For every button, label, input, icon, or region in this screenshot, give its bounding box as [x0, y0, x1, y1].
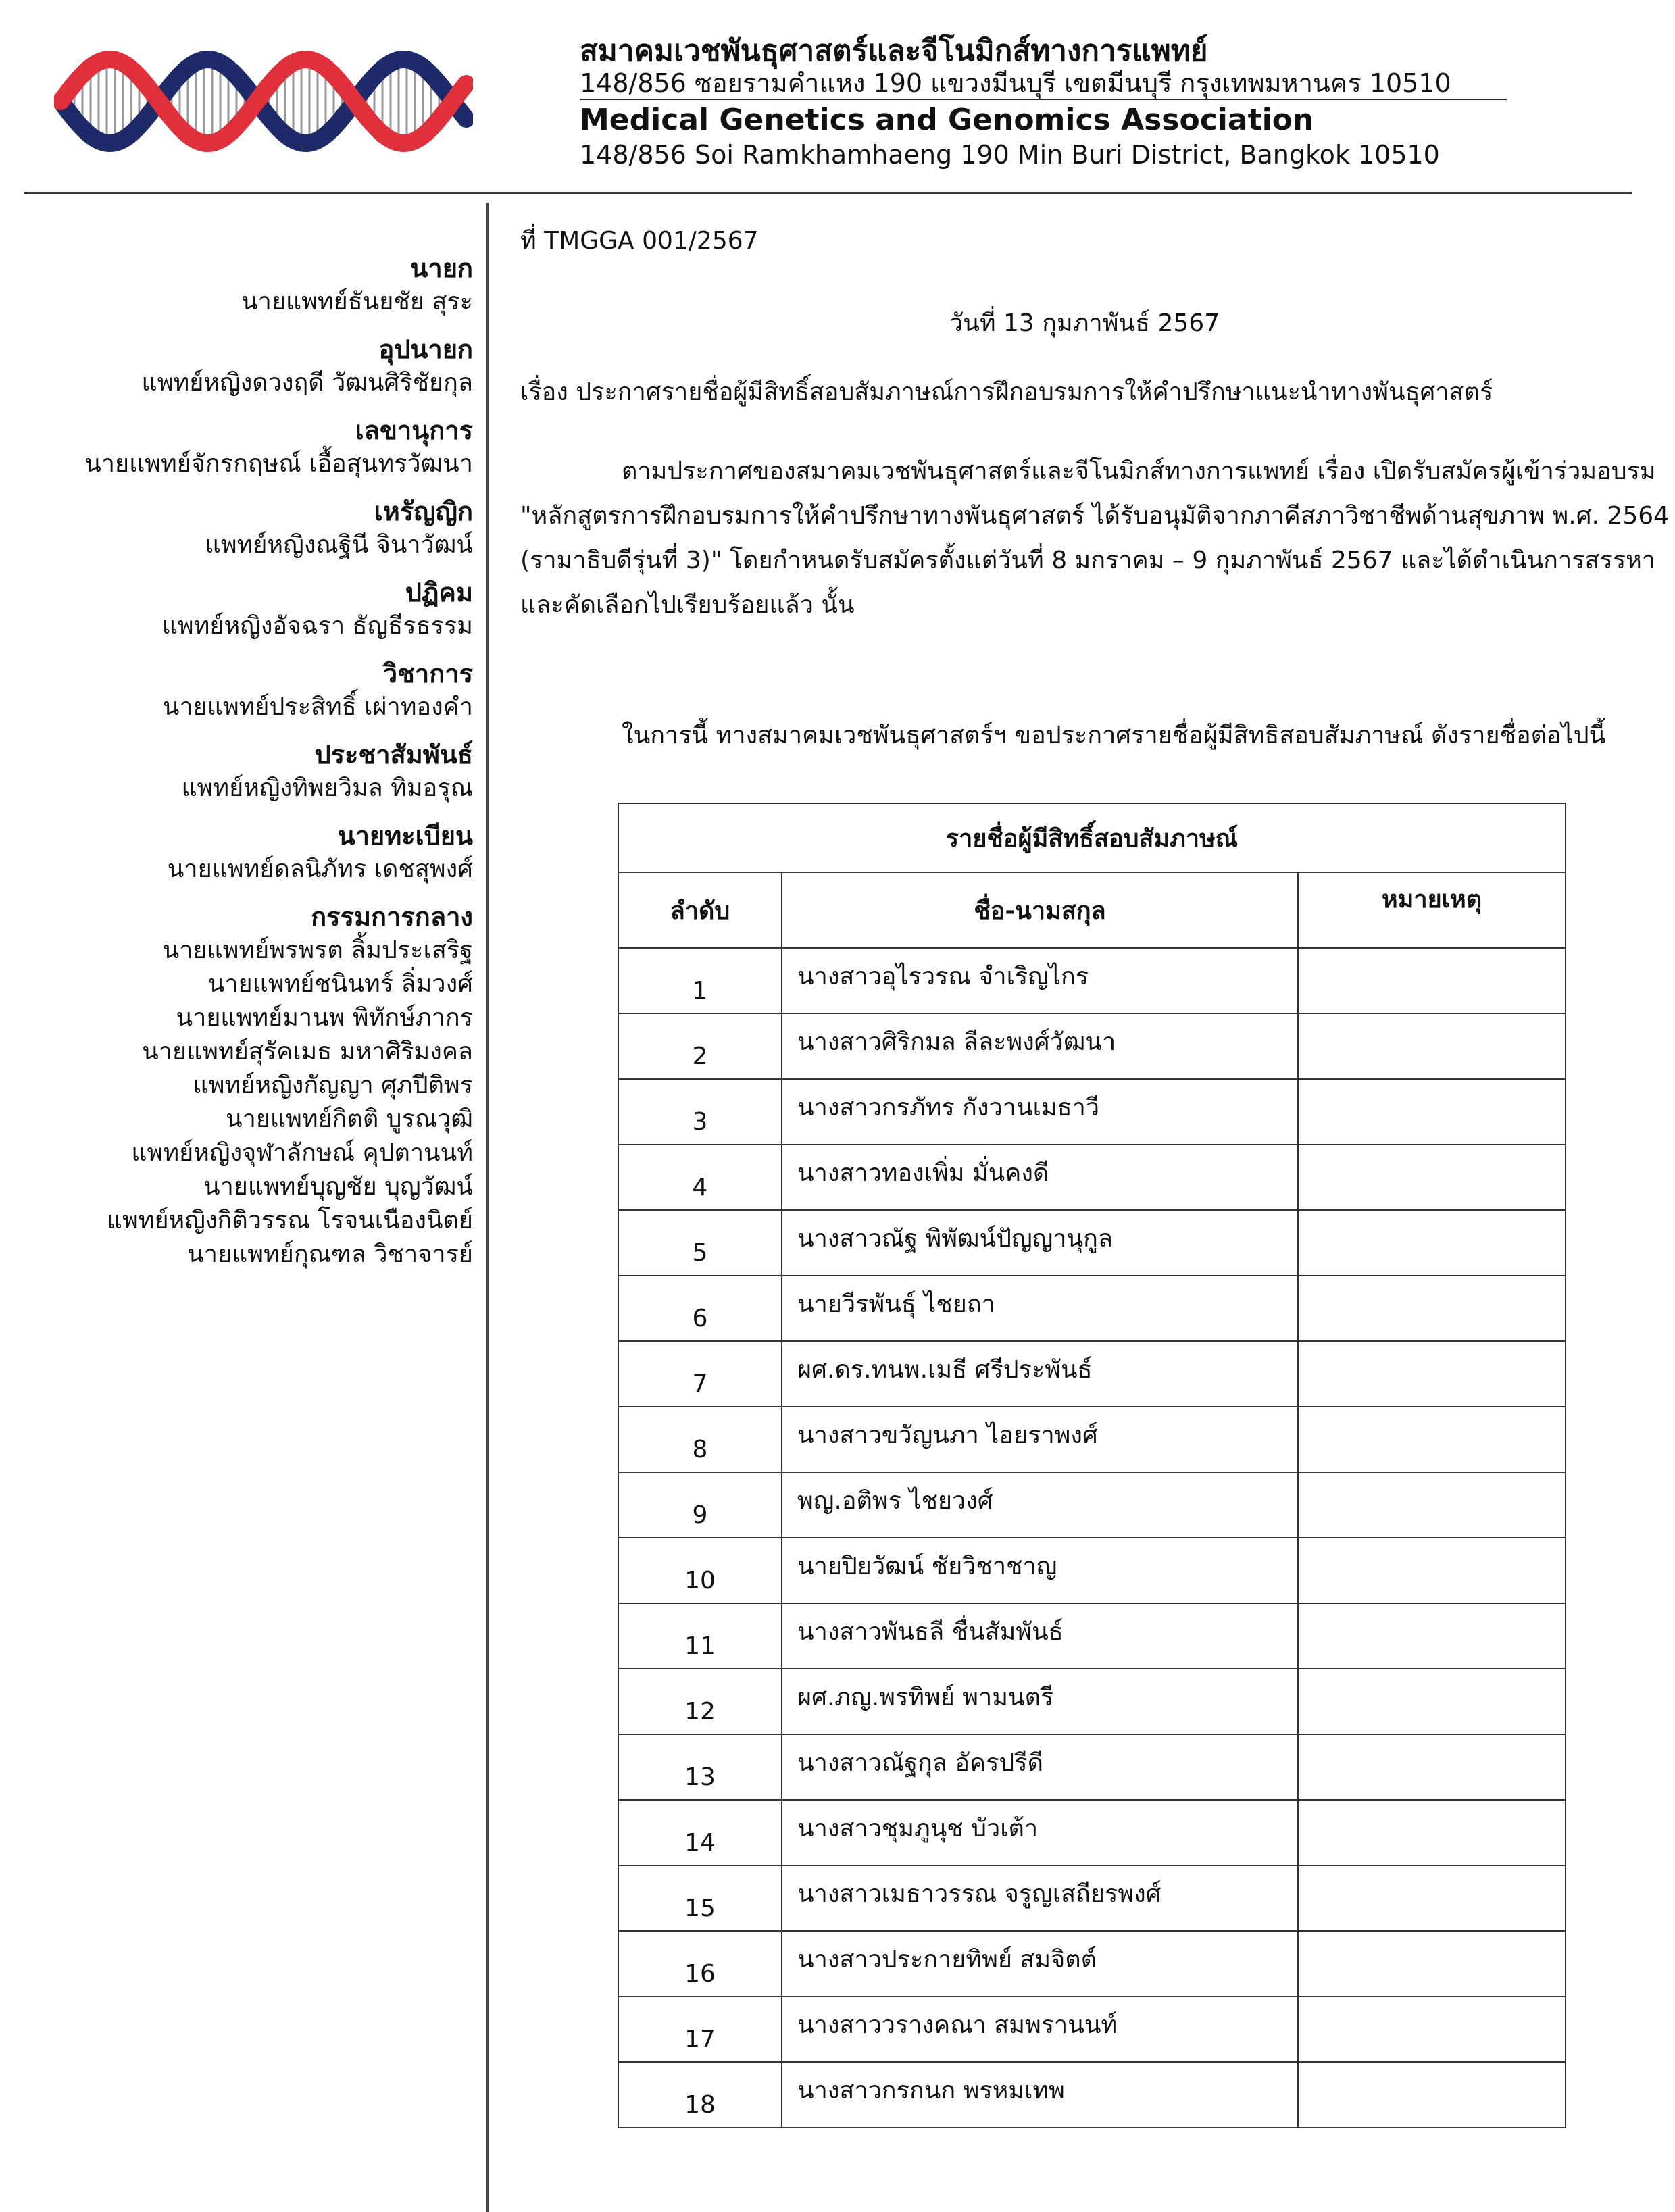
candidate-name: ผศ.ภญ.พรทิพย์ พามนตรี [782, 1669, 1298, 1734]
paragraph-line: ตามประกาศของสมาคมเวชพันธุศาสตร์และจีโนมิกส์ทางการแพทย์ เรื่อง เปิดรับสมัครผู้เข้าร่วมอบรม [622, 457, 1656, 485]
candidate-name: นางสาวขวัญนภา ไอยราพงศ์ [782, 1407, 1298, 1472]
row-note [1298, 948, 1566, 1013]
row-number: 2 [618, 1013, 782, 1079]
dna-helix-icon [54, 37, 473, 166]
candidate-name: นางสาวทองเพิ่ม มั่นคงดี [782, 1145, 1298, 1210]
row-note [1298, 1538, 1566, 1603]
row-number: 8 [618, 1407, 782, 1472]
row-number: 6 [618, 1276, 782, 1341]
table-row [618, 1538, 1566, 1603]
document-date: วันที่ 13 กุมภาพันธ์ 2567 [949, 309, 1220, 337]
row-note [1298, 1407, 1566, 1472]
row-number: 14 [618, 1800, 782, 1865]
org-name-th: สมาคมเวชพันธุศาสตร์และจีโนมิกส์ทางการแพทย์ [580, 34, 1208, 68]
committee-title: ปฏิคม [405, 578, 473, 607]
table-row [618, 1013, 1566, 1079]
committee-group [14, 413, 473, 481]
row-note [1298, 1079, 1566, 1145]
committee-member-name: แพทย์หญิงกิติวรรณ โรจนเนืองนิตย์ [106, 1207, 473, 1234]
committee-member-name: แพทย์หญิงดวงฤดี วัฒนศิริชัยกุล [141, 369, 473, 397]
candidate-name: นางสาวกรภัทร กังวานเมธาวี [782, 1079, 1298, 1145]
table-row [618, 1472, 1566, 1538]
sidebar-divider [486, 203, 489, 2212]
committee-group [14, 819, 473, 886]
table-row [618, 1341, 1566, 1407]
committee-member-name: แพทย์หญิงทิพยวิมล ทิมอรุณ [181, 774, 473, 802]
candidate-name: นางสาวชุมภูนุช บัวเต้า [782, 1800, 1298, 1865]
candidate-name: นางสาวอุไรวรณ จำเริญไกร [782, 948, 1298, 1013]
row-number: 16 [618, 1931, 782, 1996]
row-number: 10 [618, 1538, 782, 1603]
row-number: 9 [618, 1472, 782, 1538]
committee-title: นายก [410, 253, 473, 283]
body-paragraph-1 [520, 449, 1670, 628]
committee-member-name: นายแพทย์ธันยชัย สุระ [241, 288, 473, 316]
table-row [618, 1734, 1566, 1800]
committee-member-name: นายแพทย์กิตติ บูรณวุฒิ [226, 1105, 473, 1133]
candidate-name: พญ.อติพร ไชยวงศ์ [782, 1472, 1298, 1538]
committee-title: กรรมการกลาง [311, 902, 473, 932]
row-note [1298, 1210, 1566, 1276]
row-number: 1 [618, 948, 782, 1013]
table-row [618, 1603, 1566, 1669]
committee-sidebar [14, 251, 473, 1285]
committee-title: ประชาสัมพันธ์ [314, 740, 473, 770]
committee-member-name: นายแพทย์ดลนิภัทร เดชสุพงศ์ [167, 855, 473, 883]
committee-title: นายทะเบียน [337, 821, 473, 851]
document-number: ที่ TMGGA 001/2567 [520, 227, 759, 255]
row-note [1298, 1734, 1566, 1800]
committee-title: เหรัญญิก [374, 497, 473, 526]
committee-group [14, 332, 473, 400]
row-note [1298, 1865, 1566, 1931]
row-note [1298, 1669, 1566, 1734]
committee-member-name: นายแพทย์ชนินทร์ ลิ่มวงศ์ [207, 970, 473, 998]
org-name-en: Medical Genetics and Genomics Association [580, 103, 1314, 137]
committee-member-name: แพทย์หญิงณฐินี จินาวัฒน์ [205, 531, 473, 559]
column-header-order: ลำดับ [618, 872, 782, 948]
candidate-table [618, 803, 1566, 2128]
committee-member-name: นายแพทย์บุญชัย บุญวัฒน์ [203, 1173, 473, 1201]
table-row [618, 1931, 1566, 1996]
row-number: 13 [618, 1734, 782, 1800]
committee-group [14, 900, 473, 1272]
column-header-name: ชื่อ-นามสกุล [782, 872, 1298, 948]
committee-member-name: นายแพทย์สุรัคเมธ มหาศิริมงคล [142, 1038, 473, 1065]
committee-member-name: แพทย์หญิงจุฬาลักษณ์ คุปตานนท์ [131, 1139, 473, 1167]
row-number: 18 [618, 2062, 782, 2128]
committee-title: อุปนายก [378, 334, 473, 364]
row-number: 11 [618, 1603, 782, 1669]
table-row [618, 1210, 1566, 1276]
table-body [618, 948, 1566, 2128]
committee-group [14, 657, 473, 724]
row-note [1298, 1603, 1566, 1669]
table-row [618, 1145, 1566, 1210]
row-note [1298, 1276, 1566, 1341]
committee-group [14, 738, 473, 805]
row-note [1298, 1341, 1566, 1407]
committee-member-name: นายแพทย์พรพรต ลิ้มประเสริฐ [162, 936, 473, 964]
org-address-en: 148/856 Soi Ramkhamhaeng 190 Min Buri District, Bangkok 10510 [580, 140, 1440, 170]
body-paragraph-2: ในการนี้ ทางสมาคมเวชพันธุศาสตร์ฯ ขอประกาศรายชื่อผู้มีสิทธิสอบสัมภาษณ์ ดังรายชื่อต่อไปนี้ [622, 722, 1606, 749]
row-note [1298, 1996, 1566, 2062]
table-row [618, 1996, 1566, 2062]
row-note [1298, 1800, 1566, 1865]
row-number: 7 [618, 1341, 782, 1407]
row-note [1298, 1013, 1566, 1079]
candidate-name: นางสาวพันธลี ชื่นสัมพันธ์ [782, 1603, 1298, 1669]
committee-group [14, 495, 473, 562]
row-number: 5 [618, 1210, 782, 1276]
paragraph-line: (รามาธิบดีรุ่นที่ 3)" โดยกำหนดรับสมัครตั้งแต่วันที่ 8 มกราคม – 9 กุมภาพันธ์ 2567 และได้ดำเนินการสรรหา [520, 547, 1656, 574]
document-subject: เรื่อง ประกาศรายชื่อผู้มีสิทธิ์สอบสัมภาษณ์การฝึกอบรมการให้คำปรึกษาแนะนำทางพันธุศาสตร์ [520, 378, 1493, 406]
candidate-name: ผศ.ดร.ทนพ.เมธี ศรีประพันธ์ [782, 1341, 1298, 1407]
committee-title: เลขานุการ [355, 416, 473, 445]
candidate-name: นางสาวกรกนก พรหมเทพ [782, 2062, 1298, 2128]
row-note [1298, 1145, 1566, 1210]
row-note [1298, 1472, 1566, 1538]
committee-member-name: นายแพทย์กุณฑล วิชาจารย์ [187, 1240, 473, 1268]
candidate-name: นายปิยวัฒน์ ชัยวิชาชาญ [782, 1538, 1298, 1603]
candidate-name: นางสาวณัฐกุล อัครปรีดี [782, 1734, 1298, 1800]
paragraph-line: "หลักสูตรการฝึกอบรมการให้คำปรึกษาทางพันธุศาสตร์ ได้รับอนุมัติจากภาคีสภาวิชาชีพด้านสุขภาพ พ.ศ. 2564 [520, 502, 1670, 530]
candidate-name: นางสาวศิริกมล ลีละพงศ์วัฒนา [782, 1013, 1298, 1079]
row-note [1298, 1931, 1566, 1996]
table-caption: รายชื่อผู้มีสิทธิ์สอบสัมภาษณ์ [618, 803, 1566, 872]
column-header-note: หมายเหตุ [1298, 872, 1566, 948]
committee-member-name: แพทย์หญิงอัจฉรา ธัญธีรธรรม [161, 612, 473, 640]
table-row [618, 1800, 1566, 1865]
candidate-name: นางสาวณัฐ พิพัฒน์ปัญญานุกูล [782, 1210, 1298, 1276]
candidate-name: นางสาวเมธาวรรณ จรูญเสถียรพงศ์ [782, 1865, 1298, 1931]
table-row [618, 1865, 1566, 1931]
committee-member-name: นายแพทย์ประสิทธิ์ เผ่าทองคำ [162, 693, 473, 721]
candidate-name: นางสาวประกายทิพย์ สมจิตต์ [782, 1931, 1298, 1996]
table-row [618, 1669, 1566, 1734]
row-number: 4 [618, 1145, 782, 1210]
committee-group [14, 576, 473, 643]
table-row [618, 1276, 1566, 1341]
table-row [618, 1407, 1566, 1472]
paragraph-line: และคัดเลือกไปเรียบร้อยแล้ว นั้น [520, 591, 855, 619]
committee-member-name: แพทย์หญิงกัญญา ศุภปีติพร [193, 1072, 473, 1099]
committee-member-name: นายแพทย์มานพ พิทักษ์ภากร [176, 1004, 473, 1032]
committee-group [14, 251, 473, 319]
row-number: 15 [618, 1865, 782, 1931]
candidate-name: นางสาววรางคณา สมพรานนท์ [782, 1996, 1298, 2062]
committee-title: วิชาการ [382, 659, 473, 688]
table-row [618, 948, 1566, 1013]
row-note [1298, 2062, 1566, 2128]
header-divider [580, 99, 1507, 100]
row-number: 17 [618, 1996, 782, 2062]
table-row [618, 1079, 1566, 1145]
org-address-th: 148/856 ซอยรามคำแหง 190 แขวงมีนบุรี เขตมีนบุรี กรุงเทพมหานคร 10510 [580, 68, 1451, 98]
table-row [618, 2062, 1566, 2128]
candidate-name: นายวีรพันธุ์ ไชยถา [782, 1276, 1298, 1341]
page-divider [24, 192, 1632, 194]
row-number: 12 [618, 1669, 782, 1734]
row-number: 3 [618, 1079, 782, 1145]
committee-member-name: นายแพทย์จักรกฤษณ์ เอื้อสุนทรวัฒนา [84, 450, 473, 478]
